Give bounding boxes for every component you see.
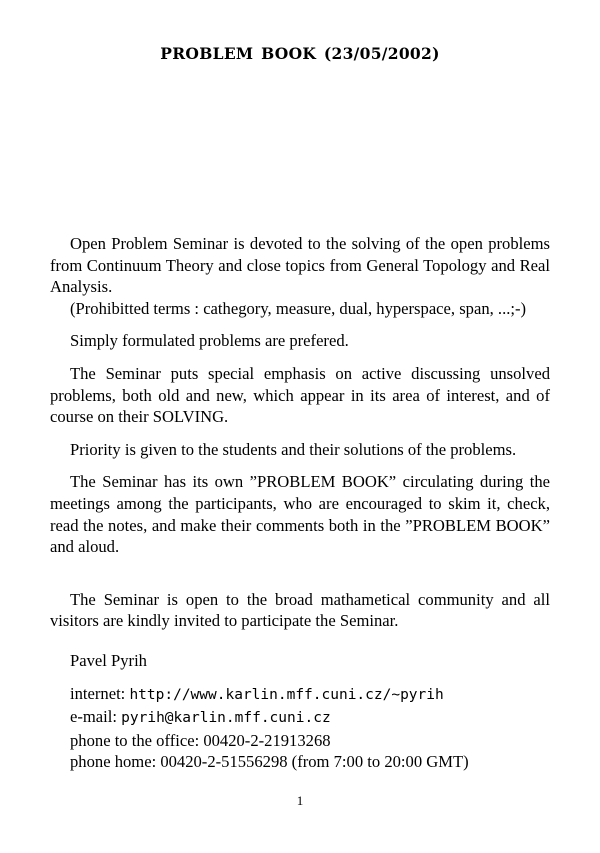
office-phone: phone to the office: 00420-2-21913268: [70, 730, 331, 750]
internet-label: internet:: [70, 683, 130, 703]
contact-block: [50, 650, 550, 773]
email-link[interactable]: pyrih@karlin.mff.cuni.cz: [121, 710, 331, 727]
problem-book-paragraph: The Seminar has its own ”PROBLEM BOOK” circulating during the meetings among the participants, who are encouraged to skim it, check, read the notes, and make their comments both in the ”PROBLEM BOOK” and aloud.: [50, 472, 550, 557]
document-body: [50, 233, 550, 773]
email-line: [70, 706, 550, 730]
page-number: 1: [296, 793, 304, 808]
prohibited-terms-paragraph: (Prohibitted terms : cathegory, measure, dual, hyperspace, span, ...;-): [70, 298, 527, 318]
page-title: PROBLEM BOOK (23/05/2002): [160, 44, 440, 63]
open-seminar-paragraph: The Seminar is open to the broad mathametical community and all visitors are kindly invited to participate the Seminar.: [50, 589, 550, 631]
simple-problems-paragraph: Simply formulated problems are prefered.: [70, 331, 349, 351]
priority-paragraph: Priority is given to the students and their solutions of the problems.: [70, 439, 517, 459]
emphasis-paragraph: The Seminar puts special emphasis on active discussing unsolved problems, both old and new, which appear in its area of interest, and of course on their SOLVING.: [50, 363, 550, 427]
internet-line: [70, 683, 550, 707]
home-phone: phone home: 00420-2-51556298 (from 7:00 to 20:00 GMT): [70, 752, 469, 772]
author-name: Pavel Pyrih: [70, 650, 147, 670]
email-label: e-mail:: [70, 707, 122, 727]
intro-paragraph: Open Problem Seminar is devoted to the solving of the open problems from Continuum Theory and close topics from General Topology and Real Analysis.: [50, 234, 550, 297]
internet-link[interactable]: http://www.karlin.mff.cuni.cz/~pyrih: [129, 686, 444, 703]
